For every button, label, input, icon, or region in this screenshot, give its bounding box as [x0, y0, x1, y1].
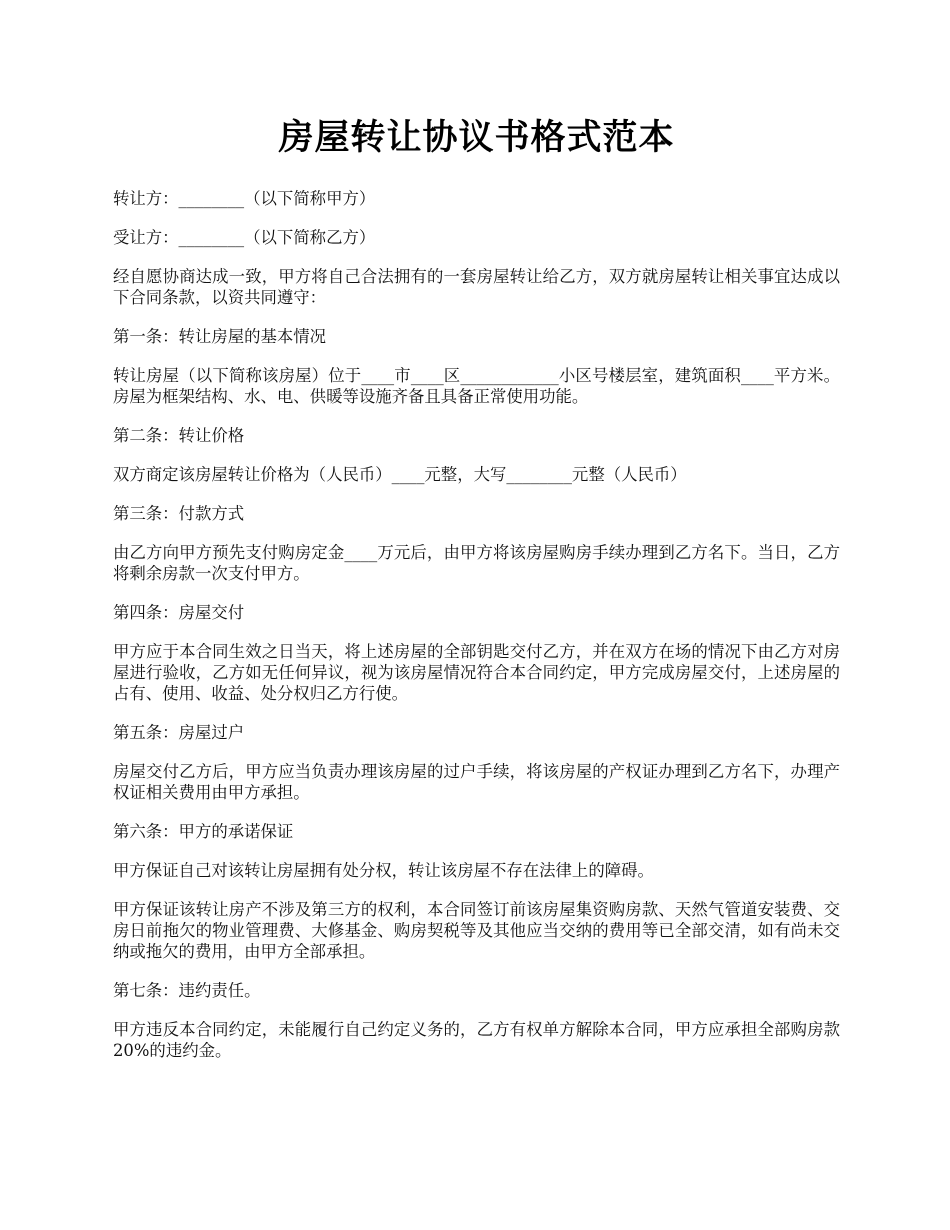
article-7-heading: 第七条：违约责任。 — [113, 981, 261, 1000]
article-2-body: 双方商定该房屋转让价格为（人民币）____元整，大写________元整（人民币） — [113, 465, 687, 484]
document-page — [113, 110, 840, 1079]
preamble-paragraph: 经自愿协商达成一致，甲方将自己合法拥有的一套房屋转让给乙方，双方就房屋转让相关事宜达成以下合同条款，以资共同遵守： — [113, 267, 840, 307]
article-5-body: 房屋交付乙方后，甲方应当负责办理该房屋的过户手续，将该房屋的产权证办理到乙方名下，办理产权证相关费用由甲方承担。 — [113, 762, 840, 802]
document-title: 房屋转让协议书格式范本 — [278, 117, 675, 158]
article-1-heading: 第一条：转让房屋的基本情况 — [113, 327, 327, 346]
article-6-heading: 第六条：甲方的承诺保证 — [113, 822, 294, 841]
article-6-body-1: 甲方保证自己对该转让房屋拥有处分权，转让该房屋不存在法律上的障碍。 — [113, 861, 654, 880]
article-4-heading: 第四条：房屋交付 — [113, 603, 245, 622]
article-4-body: 甲方应于本合同生效之日当天，将上述房屋的全部钥匙交付乙方，并在双方在场的情况下由乙方对房屋进行验收，乙方如无任何异议，视为该房屋情况符合本合同约定，甲方完成房屋交付，上述房屋的占有、使用、收益、处分权归乙方行使。 — [113, 642, 840, 703]
article-3-heading: 第三条：付款方式 — [113, 504, 245, 523]
transferor-line: 转让方：________（以下简称甲方） — [113, 189, 376, 208]
article-2-heading: 第二条：转让价格 — [113, 426, 245, 445]
article-5-heading: 第五条：房屋过户 — [113, 723, 245, 742]
article-6-body-2: 甲方保证该转让房产不涉及第三方的权利，本合同签订前该房屋集资购房款、天然气管道安装费、交房日前拖欠的物业管理费、大修基金、购房契税等及其他应当交纳的费用等已全部交清，如有尚未交纳或拖欠的费用，由甲方全部承担。 — [113, 900, 840, 961]
article-3-body: 由乙方向甲方预先支付购房定金____万元后，由甲方将该房屋购房手续办理到乙方名下。当日，乙方将剩余房款一次支付甲方。 — [113, 543, 840, 583]
article-7-body: 甲方违反本合同约定，未能履行自己约定义务的，乙方有权单方解除本合同，甲方应承担全部购房款20%的违约金。 — [113, 1020, 840, 1060]
transferee-line: 受让方：________（以下简称乙方） — [113, 228, 376, 247]
article-1-body: 转让房屋（以下简称该房屋）位于____市____区____________小区号楼层室，建筑面积____平方米。房屋为框架结构、水、电、供暖等设施齐备且具备正常使用功能。 — [113, 366, 840, 406]
